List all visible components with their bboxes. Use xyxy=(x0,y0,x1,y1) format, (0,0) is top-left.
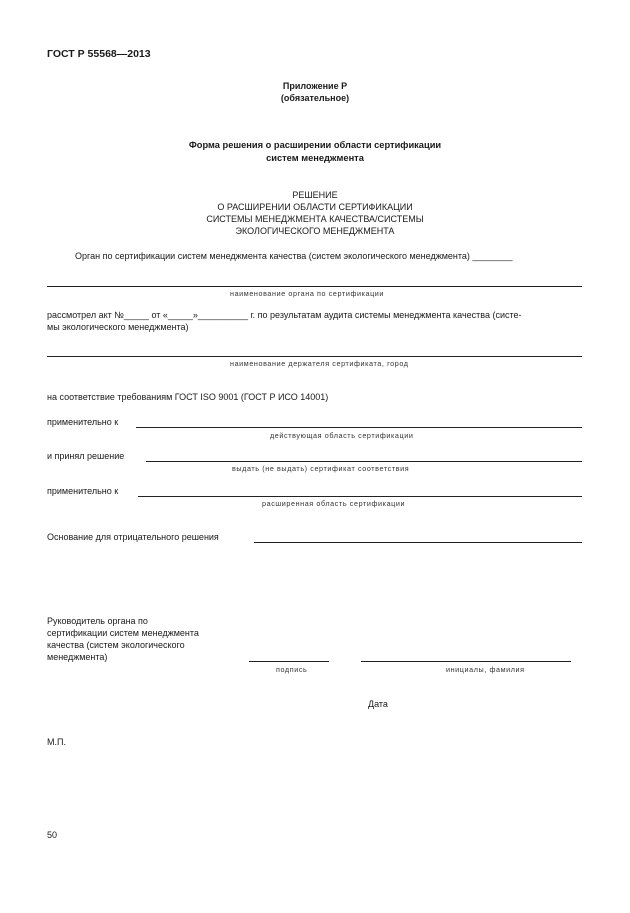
form-title-line2: систем менеджмента xyxy=(266,153,364,163)
basis-field[interactable] xyxy=(254,542,582,543)
appendix-subtitle: (обязательное) xyxy=(280,93,350,103)
decision-field[interactable] xyxy=(146,461,582,462)
date-label: Дата xyxy=(368,699,388,709)
organ-caption: наименование органа по сертификации xyxy=(230,289,385,298)
organ-name-field[interactable] xyxy=(47,286,582,287)
accepted-label: и принял решение xyxy=(47,451,125,461)
applied2-caption: расширенная область сертификации xyxy=(262,499,406,508)
reviewed-line-1: рассмотрел акт №_____ от «_____»__________ г. по результатам аудита системы менеджмента качества (систе- xyxy=(47,310,522,320)
reviewed-line-2: мы экологического менеджмента) xyxy=(47,322,189,332)
signature-label-4: менеджмента) xyxy=(47,652,108,662)
decision-heading-3: СИСТЕМЫ МЕНЕДЖМЕНТА КАЧЕСТВА/СИСТЕМЫ xyxy=(206,214,424,224)
applied1-label: применительно к xyxy=(47,417,119,427)
organ-line: Орган по сертификации систем менеджмента качества (систем экологического менеджмента) ________ xyxy=(75,251,513,261)
holder-caption: наименование держателя сертификата, город xyxy=(230,359,409,368)
holder-name-field[interactable] xyxy=(47,356,582,357)
current-scope-field[interactable] xyxy=(136,427,582,428)
page-number: 50 xyxy=(47,830,58,840)
appendix-title: Приложение Р xyxy=(282,81,348,91)
signature-label-1: Руководитель органа по xyxy=(47,616,148,626)
form-title-line1: Форма решения о расширении области сертификации xyxy=(188,140,442,150)
accepted-caption: выдать (не выдать) сертификат соответствия xyxy=(232,464,410,473)
signature-caption: подпись xyxy=(276,665,308,674)
signature-label-3: качества (систем экологического xyxy=(47,640,185,650)
applied1-caption: действующая область сертификации xyxy=(270,431,414,440)
signature-label-2: сертификации систем менеджмента xyxy=(47,628,199,638)
standard-header: ГОСТ Р 55568—2013 xyxy=(47,48,151,60)
extended-scope-field[interactable] xyxy=(138,496,582,497)
stamp-label: М.П. xyxy=(47,737,66,747)
name-caption: инициалы, фамилия xyxy=(446,665,525,674)
decision-heading-4: ЭКОЛОГИЧЕСКОГО МЕНЕДЖМЕНТА xyxy=(235,226,395,236)
compliance-text: на соответствие требованиям ГОСТ ISO 9001 (ГОСТ Р ИСО 14001) xyxy=(47,392,329,402)
name-field[interactable] xyxy=(361,661,571,662)
applied2-label: применительно к xyxy=(47,486,119,496)
signature-field[interactable] xyxy=(249,661,329,662)
basis-label: Основание для отрицательного решения xyxy=(47,532,219,542)
decision-heading-1: РЕШЕНИЕ xyxy=(292,190,338,200)
decision-heading-2: О РАСШИРЕНИИ ОБЛАСТИ СЕРТИФИКАЦИИ xyxy=(217,202,413,212)
